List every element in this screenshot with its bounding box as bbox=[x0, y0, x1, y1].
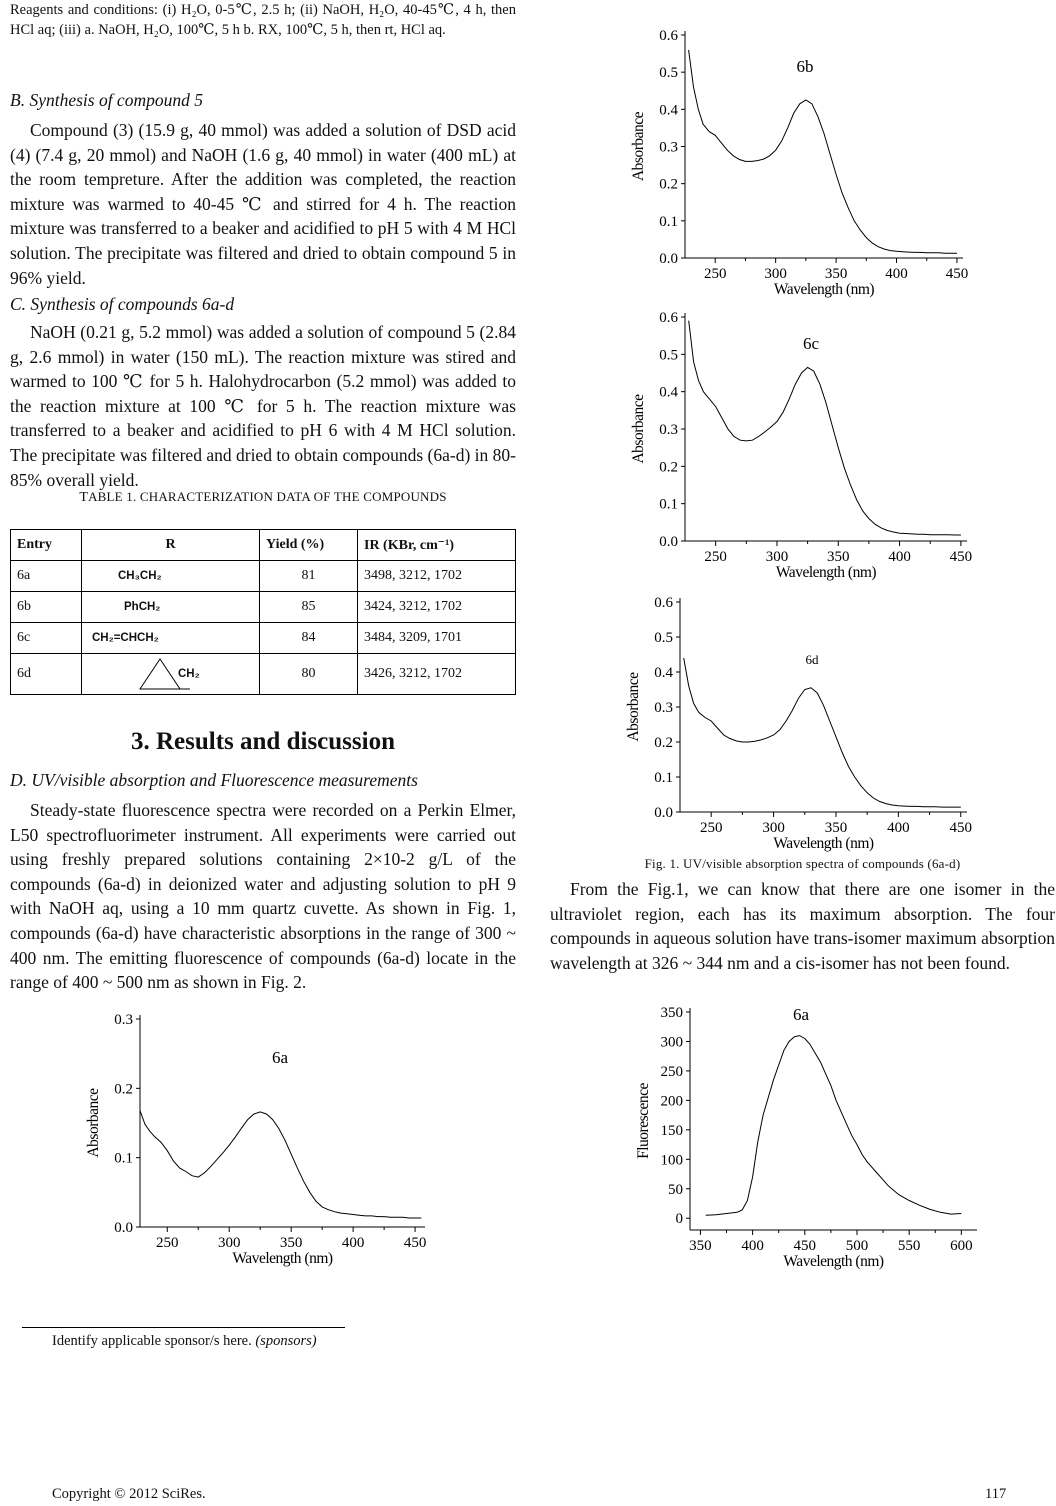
y-axis-label: Fluorescence bbox=[635, 1083, 652, 1159]
y-tick-label: 0.6 bbox=[654, 595, 673, 611]
x-tick-label: 450 bbox=[949, 820, 973, 836]
x-tick-label: 300 bbox=[217, 1235, 241, 1251]
y-axis-label: Absorbance bbox=[630, 111, 647, 182]
y-tick-label: 0.3 bbox=[659, 422, 678, 438]
x-tick-label: 400 bbox=[888, 549, 911, 565]
col-yield: Yield (%) bbox=[260, 530, 358, 561]
section-c-text: NaOH (0.21 g, 5.2 mmol) was added a solution of compound 5 (2.84 g, 2.6 mmol) in water (150 mL). The reaction mixture was stired and warmed to 100 ℃ for 5 h. Halohydrocarbon (5.2 mmol) was added to the reaction mixture at 100 ℃ for 5 h. The reaction mixture was transferred to a beaker and acidified to pH 6 with 4 M HCl solution. The precipitate was filtered and dried to obtain compounds (6a-d) in 80-85% overall yield. bbox=[10, 322, 516, 490]
x-tick-label: 450 bbox=[949, 549, 973, 565]
x-tick-label: 400 bbox=[885, 266, 908, 282]
y-tick-label: 0 bbox=[675, 1211, 683, 1228]
chart-6c bbox=[605, 305, 1005, 590]
y-tick-label: 150 bbox=[660, 1122, 683, 1139]
x-tick-label: 350 bbox=[827, 549, 850, 565]
y-tick-label: 0.4 bbox=[659, 102, 678, 119]
col-ir: IR (KBr, cm⁻¹) bbox=[358, 530, 516, 561]
table-header-row bbox=[11, 530, 516, 561]
table-caption: TABLE 1. CHARACTERIZATION DATA OF THE COMPOUNDS bbox=[79, 489, 447, 505]
x-tick-label: 250 bbox=[699, 820, 723, 836]
x-tick-label: 400 bbox=[741, 1238, 764, 1254]
y-tick-label: 0.6 bbox=[659, 28, 678, 44]
y-tick-label: 0.4 bbox=[654, 665, 673, 681]
series-line bbox=[140, 1111, 421, 1219]
y-tick-label: 0.0 bbox=[659, 251, 678, 267]
x-axis-label: Wavelength (nm) bbox=[773, 281, 875, 298]
x-tick-label: 350 bbox=[824, 266, 848, 282]
y-tick-label: 0.2 bbox=[659, 459, 678, 476]
y-tick-label: 0.5 bbox=[659, 347, 678, 364]
fig1-discussion: From the Fig.1, we can know that there are one isomer in the ultraviolet region, each has its maximum absorption. The four compounds in aqueous solution have trans-isomer maximum absorption wavelength at 326 ~ 344 nm and a cis-isomer has not been found. bbox=[550, 879, 1055, 973]
chart-6a-fluorescence bbox=[605, 1000, 1005, 1280]
series-line bbox=[689, 321, 961, 535]
reagents-note: Reagents and conditions: (i) H₂O, 0-5℃, 2.5 h; (ii) NaOH, H₂O, 40-45℃, 4 h, then HCl aq; (iii) a. NaOH, H₂O, 100℃, 5 h b. RX, 100℃, 5 h, then rt, HCl aq. bbox=[10, 2, 516, 38]
copyright: Copyright © 2012 SciRes. bbox=[52, 1486, 206, 1502]
y-tick-label: 0.3 bbox=[114, 1012, 133, 1028]
y-tick-label: 0.1 bbox=[659, 496, 678, 513]
section-b-heading: B. Synthesis of compound 5 bbox=[10, 90, 203, 110]
footnote: Identify applicable sponsor/s here. (sponsors) bbox=[52, 1333, 317, 1349]
series-line bbox=[706, 1036, 962, 1216]
y-tick-label: 50 bbox=[668, 1181, 683, 1198]
section-b-text: Compound (3) (15.9 g, 40 mmol) was added a solution of DSD acid (4) (7.4 g, 20 mmol) and NaOH (1.6 g, 40 mmol) in water (400 mL) at the room tempreture. After the addition was completed, the reaction mixture was warmed to 40-45 ℃ and stirred for 4 h. The reaction mixture was transferred to a beaker and acidified to pH 5 with 4 M HCl solution. The precipitate was filtered and dried to obtain compound 5 in 96% yield. bbox=[10, 120, 516, 288]
y-tick-label: 0.3 bbox=[659, 139, 678, 156]
x-tick-label: 300 bbox=[764, 266, 787, 282]
y-tick-label: 0.0 bbox=[114, 1220, 133, 1236]
x-axis-label: Wavelength (nm) bbox=[232, 1250, 333, 1267]
compound-label: 6a bbox=[271, 1048, 289, 1067]
col-r: R bbox=[82, 530, 260, 561]
y-tick-label: 0.0 bbox=[654, 805, 673, 821]
y-tick-label: 100 bbox=[660, 1152, 683, 1169]
compound-label: 6c bbox=[802, 334, 820, 353]
cyclopropyl-structure bbox=[88, 655, 238, 693]
table-row: 6a CH₃CH₂ 81 3498, 3212, 1702 bbox=[11, 561, 516, 592]
y-tick-label: 0.5 bbox=[659, 65, 678, 82]
cyclopropylmethyl-cell: CH₂ bbox=[82, 654, 260, 695]
y-axis-label: Absorbance bbox=[625, 672, 642, 742]
y-tick-label: 0.2 bbox=[654, 735, 673, 751]
x-tick-label: 250 bbox=[703, 266, 727, 282]
x-tick-label: 600 bbox=[950, 1238, 973, 1254]
x-tick-label: 350 bbox=[824, 820, 848, 836]
table-row: 6c CH₂=CHCH₂ 84 3484, 3209, 1701 bbox=[11, 623, 516, 654]
table-row: 6d CH₂ 80 3426, 3212, 1702 bbox=[11, 654, 516, 695]
y-tick-label: 0.2 bbox=[659, 176, 678, 193]
y-tick-label: 0.0 bbox=[659, 534, 678, 550]
y-tick-label: 0.1 bbox=[654, 770, 673, 786]
compound-label: 6b bbox=[796, 57, 814, 76]
y-tick-label: 300 bbox=[660, 1034, 683, 1051]
x-axis-label: Wavelength (nm) bbox=[773, 835, 874, 852]
results-heading: 3. Results and discussion bbox=[131, 728, 395, 755]
col-entry: Entry bbox=[11, 530, 82, 561]
x-tick-label: 450 bbox=[403, 1235, 427, 1251]
characterization-table bbox=[10, 529, 516, 695]
y-axis-label: Absorbance bbox=[630, 394, 647, 464]
chart-6d bbox=[605, 592, 1005, 857]
y-tick-label: 350 bbox=[660, 1005, 683, 1021]
y-tick-label: 0.1 bbox=[659, 213, 678, 230]
x-tick-label: 500 bbox=[845, 1238, 869, 1254]
y-tick-label: 0.4 bbox=[659, 384, 678, 401]
y-tick-label: 0.1 bbox=[114, 1150, 133, 1167]
section-d-text: Steady-state fluorescence spectra were recorded on a Perkin Elmer, L50 spectrofluorimeter instrument. All experiments were carried out using freshly prepared solutions containing 2×10-2 g/L of the compounds (6a-d) in deionized water and adjusting solution to pH 9 with NaOH aq, using a 10 mm quartz cuvette. As shown in Fig. 1, compounds (6a-d) have characteristic absorptions in the range of 300 ~ 400 nm. The emitting fluorescence of compounds (6a-d) locate in the range of 400 ~ 500 nm as shown in Fig. 2. bbox=[10, 800, 516, 993]
chart-6a-absorbance bbox=[80, 1005, 460, 1275]
compound-label: 6a bbox=[792, 1005, 810, 1024]
x-tick-label: 450 bbox=[793, 1238, 817, 1254]
footnote-rule bbox=[22, 1327, 345, 1328]
x-tick-label: 250 bbox=[704, 549, 727, 565]
table-row: 6b PhCH₂ 85 3424, 3212, 1702 bbox=[11, 592, 516, 623]
x-tick-label: 450 bbox=[945, 266, 969, 282]
x-tick-label: 350 bbox=[279, 1235, 303, 1251]
section-d-heading: D. UV/visible absorption and Fluorescence measurements bbox=[10, 770, 418, 790]
y-tick-label: 200 bbox=[660, 1093, 683, 1110]
y-tick-label: 0.5 bbox=[654, 630, 673, 646]
y-tick-label: 0.2 bbox=[114, 1081, 133, 1098]
y-tick-label: 0.3 bbox=[654, 700, 673, 716]
x-tick-label: 400 bbox=[887, 820, 910, 836]
x-tick-label: 550 bbox=[897, 1238, 921, 1254]
y-tick-label: 250 bbox=[660, 1063, 683, 1080]
chart-6b bbox=[605, 20, 1005, 305]
x-axis-label: Wavelength (nm) bbox=[783, 1253, 884, 1270]
series-line bbox=[689, 50, 957, 253]
compound-label: 6d bbox=[805, 652, 819, 667]
fig1-caption: Fig. 1. UV/visible absorption spectra of compounds (6a-d) bbox=[644, 856, 961, 871]
y-tick-label: 0.6 bbox=[659, 310, 678, 326]
x-tick-label: 300 bbox=[765, 549, 789, 565]
y-axis-label: Absorbance bbox=[85, 1088, 102, 1158]
page-number: 117 bbox=[985, 1486, 1007, 1502]
x-tick-label: 250 bbox=[156, 1235, 179, 1251]
x-tick-label: 300 bbox=[762, 820, 785, 836]
x-tick-label: 350 bbox=[689, 1238, 712, 1254]
series-line bbox=[684, 658, 961, 807]
x-tick-label: 400 bbox=[341, 1235, 365, 1251]
x-axis-label: Wavelength (nm) bbox=[775, 564, 877, 581]
section-c-heading: C. Synthesis of compounds 6a-d bbox=[10, 294, 235, 314]
